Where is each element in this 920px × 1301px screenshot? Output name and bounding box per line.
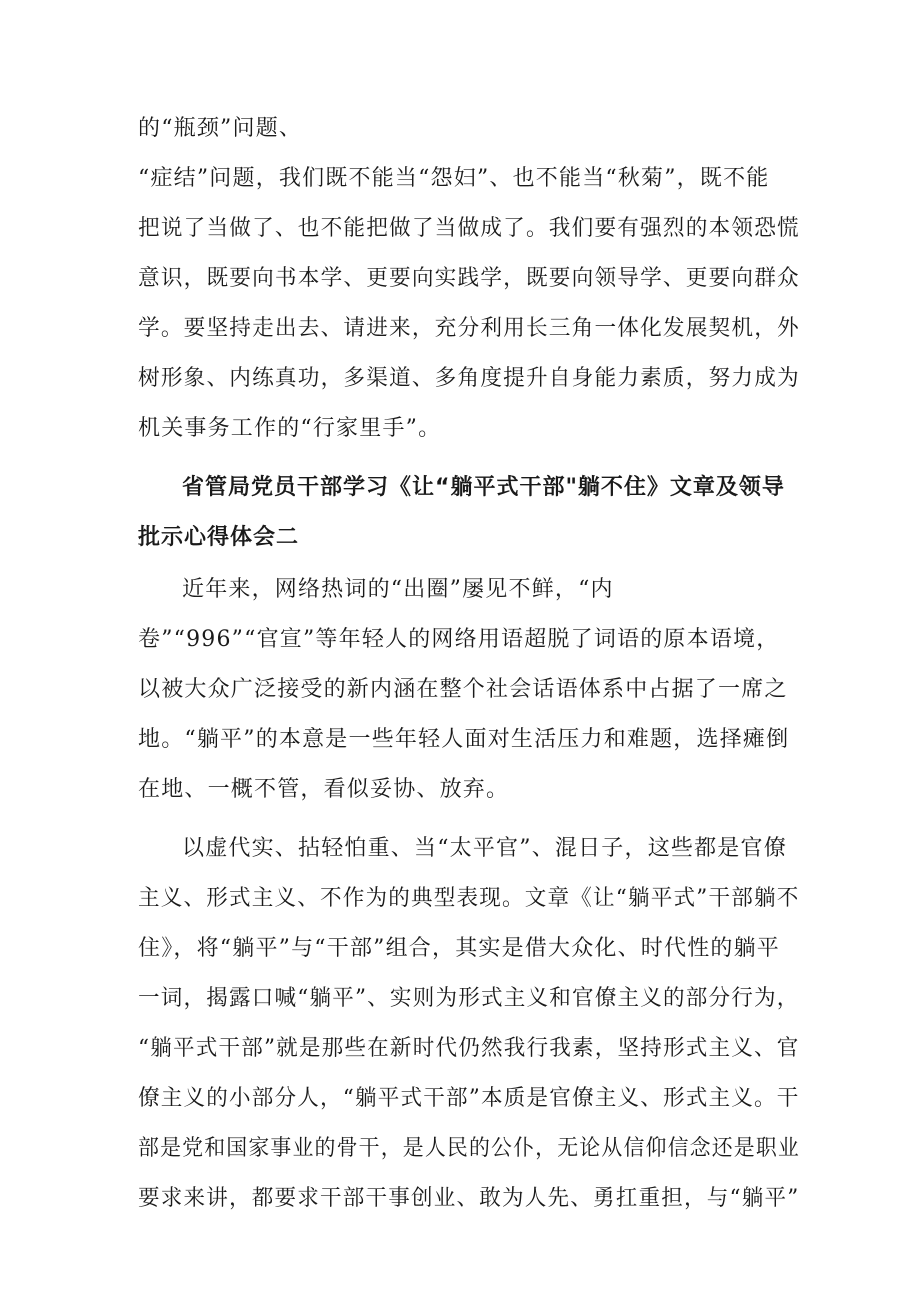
text-line: 在地、一概不管，看似妥协、放弃。 (138, 777, 510, 802)
text-line: 学。要坚持走出去、请进来，充分利用长三角一体化发展契机，外 (138, 316, 800, 341)
text-line: 一词，揭露口喊“躺平”、实则为形式主义和官僚主义的部分行为， (138, 986, 800, 1011)
text-line: 僚主义的小部分人，“躺平式干部”本质是官僚主义、形式主义。干 (138, 1086, 800, 1111)
text-line: 以虚代实、拈轻怕重、当“太平官”、混日子，这些都是官僚 (182, 836, 787, 861)
text-line: 近年来，网络热词的“出圈”屡见不鲜，“内 (182, 577, 614, 602)
text-line: 意识，既要向书本学、更要向实践学，既要向领导学、更要向群众 (138, 266, 800, 291)
text-line: 把说了当做了、也不能把做了当做成了。我们要有强烈的本领恐慌 (138, 216, 800, 241)
text-line: “躺平式干部”就是那些在新时代仍然我行我素，坚持形式主义、官 (138, 1036, 800, 1061)
text-line: 的“瓶颈”问题、 (138, 116, 303, 141)
text-line: 树形象、内练真功，多渠道、多角度提升自身能力素质，努力成为 (138, 366, 800, 391)
text-line: 机关事务工作的“行家里手”。 (138, 416, 442, 441)
text-line: 卷”“996”“官宣”等年轻人的网络用语超脱了词语的原本语境， (138, 627, 780, 652)
text-line: 地。“躺平”的本意是一些年轻人面对生活压力和难题，选择瘫倒 (138, 727, 790, 752)
text-line: “症结”问题，我们既不能当“怨妇”、也不能当“秋菊”，既不能 (138, 166, 770, 191)
text-line: 以被大众广泛接受的新内涵在整个社会话语体系中占据了一席之 (138, 677, 788, 702)
text-line: 部是党和国家事业的骨干，是人民的公仆，无论从信仰信念还是职业 (138, 1136, 800, 1161)
section-heading: 省管局党员干部学习《让“躺平式干部"躺不住》文章及领导 (182, 475, 785, 500)
text-line: 要求来讲，都要求干部干事创业、敢为人先、勇扛重担，与“躺平” (138, 1186, 800, 1211)
text-line: 住》，将“躺平”与“干部”组合，其实是借大众化、时代性的躺平 (138, 936, 780, 961)
text-line: 主义、形式主义、不作为的典型表现。文章《让“躺平式”干部躺不 (138, 886, 800, 911)
section-heading-continuation: 批示心得体会二 (138, 525, 300, 550)
